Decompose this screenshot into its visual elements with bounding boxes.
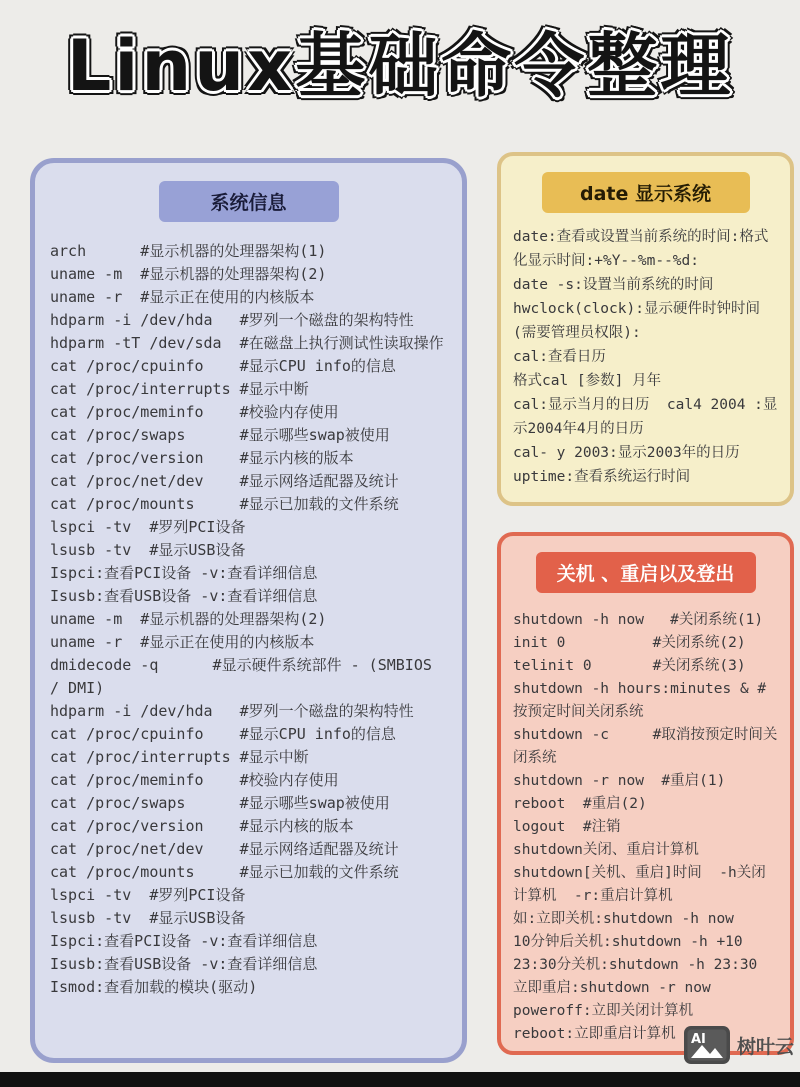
command-line: shutdown -r now #重启(1) <box>513 773 726 789</box>
command-line: Ispci:查看PCI设备 -v:查看详细信息 <box>50 564 318 582</box>
command-line: 如:立即关机:shutdown -h now <box>513 911 734 927</box>
command-line: cal:显示当月的日历 cal4 2004 :显示2004年4月的日历 <box>513 397 778 437</box>
command-line: 10分钟后关机:shutdown -h +10 <box>513 934 743 950</box>
command-line: Ismod:查看加载的模块(驱动) <box>50 978 258 996</box>
command-line: cat /proc/version #显示内核的版本 <box>50 817 354 835</box>
system-info-command-list <box>50 240 447 999</box>
command-line: uname -m #显示机器的处理器架构(2) <box>50 265 327 283</box>
panel-shutdown-header: 关机 、重启以及登出 <box>536 552 756 593</box>
command-line: 23:30分关机:shutdown -h 23:30 <box>513 957 758 973</box>
watermark-label: 树叶云 <box>736 1035 794 1058</box>
command-line: lspci -tv #罗列PCI设备 <box>50 886 246 904</box>
command-line: cat /proc/cpuinfo #显示CPU info的信息 <box>50 357 396 375</box>
panel-shutdown <box>497 532 794 1055</box>
command-line: Isusb:查看USB设备 -v:查看详细信息 <box>50 955 318 973</box>
command-line: cat /proc/meminfo #校验内存使用 <box>50 403 339 421</box>
panel-system-info-header: 系统信息 <box>159 181 339 222</box>
command-line: dmidecode -q #显示硬件系统部件 - (SMBIOS / DMI) <box>50 656 441 697</box>
command-line: cat /proc/interrupts #显示中断 <box>50 380 309 398</box>
command-line: cat /proc/mounts #显示已加载的文件系统 <box>50 495 399 513</box>
command-line: hdparm -tT /dev/sda #在磁盘上执行测试性读取操作 <box>50 334 444 352</box>
panel-date-display <box>497 152 794 506</box>
command-line: hwclock(clock):显示硬件时钟时间(需要管理员权限): <box>513 301 760 341</box>
command-line: lsusb -tv #显示USB设备 <box>50 541 246 559</box>
command-line: reboot #重启(2) <box>513 796 647 812</box>
command-line: lspci -tv #罗列PCI设备 <box>50 518 246 536</box>
command-line: poweroff:立即关闭计算机 <box>513 1003 694 1019</box>
command-line: cat /proc/interrupts #显示中断 <box>50 748 309 766</box>
command-line: 格式cal [参数] 月年 <box>513 373 662 389</box>
command-line: reboot:立即重启计算机 <box>513 1026 676 1042</box>
command-line: cal:查看日历 <box>513 349 606 365</box>
command-line: shutdown关闭、重启计算机 <box>513 842 699 858</box>
command-line: shutdown -h now #关闭系统(1) <box>513 612 764 628</box>
command-line: date:查看或设置当前系统的时间:格式化显示时间:+%Y--%m--%d: <box>513 229 769 269</box>
command-line: shutdown[关机、重启]时间 -h关闭计算机 -r:重启计算机 <box>513 865 766 904</box>
command-line: cat /proc/version #显示内核的版本 <box>50 449 354 467</box>
command-line: uname -r #显示正在使用的内核版本 <box>50 633 315 651</box>
panel-system-info <box>30 158 467 1063</box>
command-line: lsusb -tv #显示USB设备 <box>50 909 246 927</box>
command-line: date -s:设置当前系统的时间 <box>513 277 714 293</box>
command-line: shutdown -h hours:minutes & #按预定时间关闭系统 <box>513 681 767 720</box>
command-line: 立即重启:shutdown -r now <box>513 980 711 996</box>
command-line: Ispci:查看PCI设备 -v:查看详细信息 <box>50 932 318 950</box>
shutdown-command-list <box>513 609 778 1046</box>
command-line: cat /proc/swaps #显示哪些swap被使用 <box>50 794 390 812</box>
panel-date-display-header: date 显示系统 <box>542 172 750 213</box>
command-line: hdparm -i /dev/hda #罗列一个磁盘的架构特性 <box>50 311 414 329</box>
command-line: cat /proc/net/dev #显示网络适配器及统计 <box>50 472 399 490</box>
command-line: cal- y 2003:显示2003年的日历 <box>513 445 740 461</box>
command-line: uname -r #显示正在使用的内核版本 <box>50 288 315 306</box>
svg-text:AI: AI <box>690 1032 706 1047</box>
command-line: cat /proc/meminfo #校验内存使用 <box>50 771 339 789</box>
watermark <box>682 1024 794 1066</box>
command-line: cat /proc/mounts #显示已加载的文件系统 <box>50 863 399 881</box>
command-line: cat /proc/swaps #显示哪些swap被使用 <box>50 426 390 444</box>
command-line: shutdown -c #取消按预定时间关闭系统 <box>513 727 778 766</box>
date-command-list <box>513 225 778 489</box>
command-line: logout #注销 <box>513 819 621 835</box>
command-line: cat /proc/net/dev #显示网络适配器及统计 <box>50 840 399 858</box>
command-line: init 0 #关闭系统(2) <box>513 635 746 651</box>
page-title: Linux基础命令整理 <box>66 25 734 107</box>
command-line: hdparm -i /dev/hda #罗列一个磁盘的架构特性 <box>50 702 414 720</box>
ai-photo-icon <box>682 1024 732 1066</box>
command-line: arch #显示机器的处理器架构(1) <box>50 242 327 260</box>
command-line: uname -m #显示机器的处理器架构(2) <box>50 610 327 628</box>
bottom-black-bar <box>0 1072 800 1087</box>
command-line: telinit 0 #关闭系统(3) <box>513 658 746 674</box>
command-line: Isusb:查看USB设备 -v:查看详细信息 <box>50 587 318 605</box>
command-line: uptime:查看系统运行时间 <box>513 469 691 485</box>
command-line: cat /proc/cpuinfo #显示CPU info的信息 <box>50 725 396 743</box>
